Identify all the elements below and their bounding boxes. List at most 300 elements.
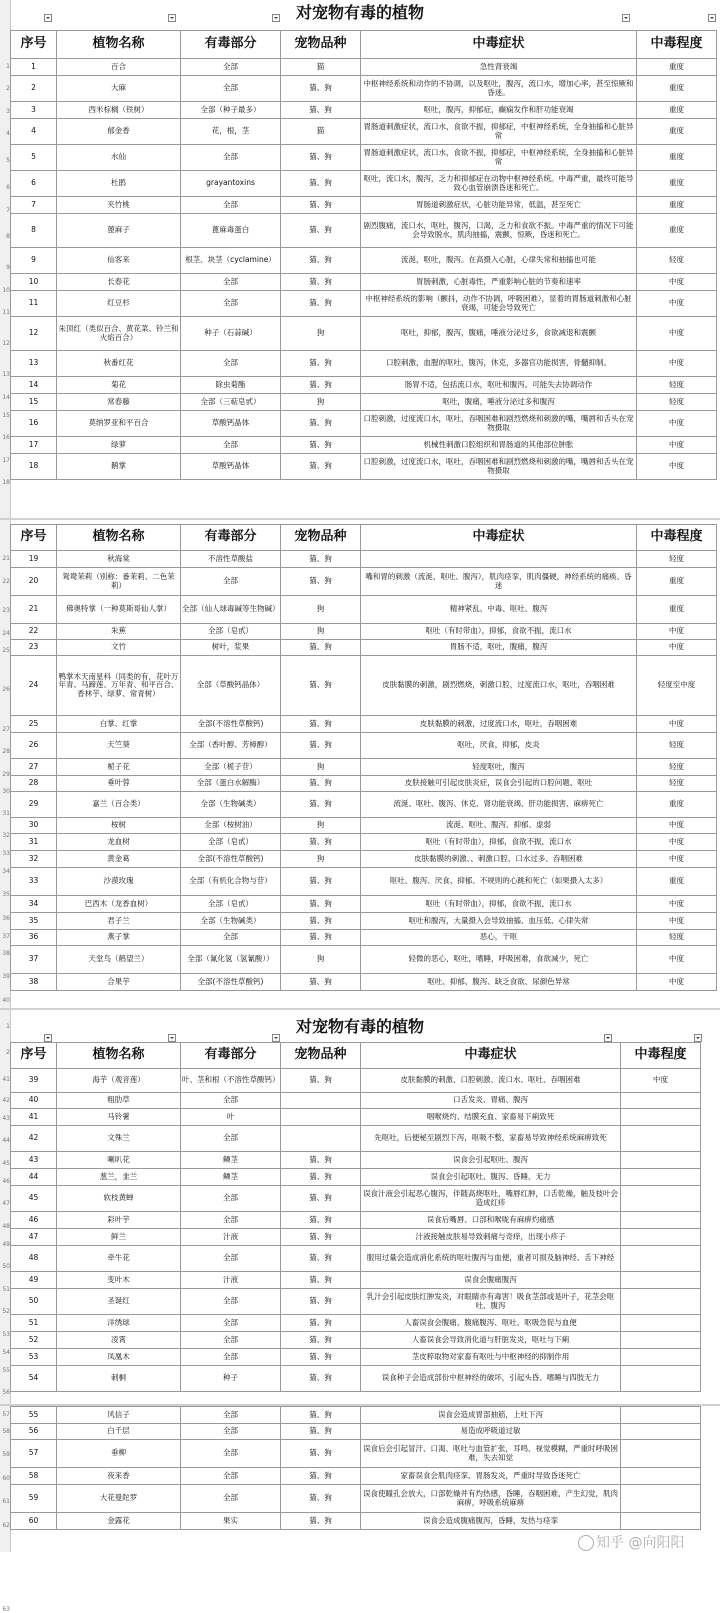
row-number[interactable]: 60 <box>2 1474 10 1482</box>
row-index-cell: 17 <box>11 437 57 454</box>
severity-cell: 中度 <box>637 351 717 377</box>
severity-cell: 轻度 <box>637 759 717 776</box>
pet-type-cell: 猫、狗 <box>281 733 361 759</box>
toxic-part-cell: 蓖麻毒蛋白 <box>181 214 281 248</box>
row-index-cell: 32 <box>11 851 57 868</box>
row-number[interactable]: 50 <box>2 1263 10 1270</box>
pet-type-cell: 猫、狗 <box>281 792 361 818</box>
column-header: 植物名称 <box>57 1043 181 1069</box>
toxic-part-cell: 汁液 <box>181 1272 281 1289</box>
row-number[interactable]: 13 <box>2 371 10 378</box>
table-row <box>11 1152 701 1169</box>
toxic-part-cell: 全部 <box>181 1246 281 1272</box>
severity-cell: 中度 <box>637 640 717 656</box>
pet-type-cell: 猫、狗 <box>281 656 361 716</box>
plant-name-cell: 栀子花 <box>57 759 181 776</box>
pet-type-cell: 狗 <box>281 317 361 351</box>
row-number[interactable]: 10 <box>2 286 10 294</box>
symptom-cell: 皮肤黏膜的刺激、、刺激口腔、口水过多、吞咽困难 <box>361 851 637 868</box>
pet-type-cell: 猫、狗 <box>281 776 361 792</box>
toxic-part-cell: 全部（栀子苷） <box>181 759 281 776</box>
row-number[interactable]: 36 <box>2 914 10 922</box>
row-number[interactable]: 16 <box>2 434 10 441</box>
pet-type-cell: 猫、狗 <box>281 1186 361 1212</box>
table-row <box>11 851 717 868</box>
row-number[interactable]: 27 <box>2 725 10 733</box>
row-number[interactable]: 14 <box>2 393 10 401</box>
row-number[interactable]: 24 <box>2 630 10 637</box>
toxic-part-cell: 鳞茎 <box>181 1169 281 1186</box>
plant-name-cell: 鸭掌木天南星科（同类的有，花叶万年青、马蹄莲、万年青、和平百合、香林芋、绿萝、常青树） <box>57 656 181 716</box>
header-row <box>11 525 717 551</box>
column-header: 中毒程度 <box>637 31 717 59</box>
table-row <box>11 1229 701 1246</box>
table-row <box>11 946 717 974</box>
symptom-cell: 呕吐、腹泻、厌食、抑郁、不规则的心跳和死亡（如果摄入太多） <box>361 868 637 896</box>
toxic-part-cell: 全部 <box>181 145 281 171</box>
row-number[interactable]: 57 <box>2 1410 10 1418</box>
pet-type-cell: 猫、狗 <box>281 896 361 913</box>
filter-dropdown-icon[interactable] <box>694 1034 702 1042</box>
toxic-part-cell: 全部(不溶性草酸钙) <box>181 716 281 733</box>
row-number[interactable]: 28 <box>2 748 10 755</box>
symptom-cell: 皮肤黏膜的刺激，过度流口水，呕吐，吞咽困难 <box>361 716 637 733</box>
row-number[interactable]: 38 <box>2 950 10 957</box>
toxic-part-cell: 全部 <box>181 1315 281 1332</box>
severity-cell: 轻度 <box>637 776 717 792</box>
row-number[interactable]: 48 <box>2 1222 10 1230</box>
column-header: 中毒症状 <box>361 31 637 59</box>
row-index-cell: 21 <box>11 596 57 624</box>
toxic-part-cell: 全部（香叶醇、芳樟醇） <box>181 733 281 759</box>
row-index-cell: 24 <box>11 656 57 716</box>
plant-name-cell: 葱兰，韭兰 <box>57 1169 181 1186</box>
filter-dropdown-icon[interactable] <box>44 14 52 22</box>
row-number[interactable]: 31 <box>2 810 10 817</box>
table-row <box>11 834 717 851</box>
plant-name-cell: 洋绣球 <box>57 1315 181 1332</box>
column-header: 中毒程度 <box>637 525 717 551</box>
table-row <box>11 868 717 896</box>
row-index-cell: 23 <box>11 640 57 656</box>
row-number[interactable]: 51 <box>2 1285 10 1293</box>
pet-type-cell: 猫、狗 <box>281 197 361 214</box>
row-number[interactable]: 34 <box>2 867 10 875</box>
symptom-cell: 胃肠不适，呕吐，腹痛，腹泻 <box>361 640 637 656</box>
row-number[interactable]: 41 <box>2 1076 10 1083</box>
plant-name-cell: 杜鹃 <box>57 171 181 197</box>
row-number[interactable]: 8 <box>6 233 10 240</box>
row-number[interactable]: 29 <box>2 770 10 778</box>
row-number[interactable]: 2 <box>6 1049 10 1056</box>
row-number[interactable]: 45 <box>2 1159 10 1167</box>
pet-type-cell: 猫、狗 <box>281 568 361 596</box>
severity-cell: 重度 <box>637 119 717 145</box>
row-number[interactable]: 37 <box>2 932 10 940</box>
table-row <box>11 411 717 437</box>
toxic-part-cell: 全部（仙人球毒碱等生物碱） <box>181 596 281 624</box>
header-row <box>11 1043 701 1069</box>
table-row <box>11 291 717 317</box>
row-number[interactable]: 2 <box>6 85 10 92</box>
symptom-cell: 中枢神经系统和动作的不协调，以及呕吐，腹泻，流口水，增加心率，甚至惊厥和昏迷。 <box>361 76 637 102</box>
severity-cell: 中度 <box>637 818 717 834</box>
severity-cell <box>621 1440 701 1468</box>
row-number[interactable]: 62 <box>2 1521 10 1529</box>
table-row <box>11 437 717 454</box>
row-index-cell: 46 <box>11 1212 57 1229</box>
filter-dropdown-icon[interactable] <box>708 14 716 22</box>
column-header: 有毒部分 <box>181 1043 281 1069</box>
row-index-cell: 54 <box>11 1366 57 1392</box>
row-number[interactable]: 12 <box>2 340 10 347</box>
table-row <box>11 1349 701 1366</box>
symptom-cell: 呕吐，流口水，腹泻，乏力和抑郁症在动物中枢神经系统。中毒严重，最终可能导致心血管崩溃昏迷和死亡。 <box>361 171 637 197</box>
pet-type-cell: 猫、狗 <box>281 102 361 119</box>
severity-cell: 重度 <box>637 197 717 214</box>
poison-plant-table <box>10 1042 701 1392</box>
plant-name-cell: 郁金香 <box>57 119 181 145</box>
watermark-text: 知乎 @向阳阳 <box>596 1535 685 1551</box>
row-number[interactable]: 3 <box>6 107 10 115</box>
table-row <box>11 1186 701 1212</box>
plant-name-cell: 佛奥特掌（一种莫斯哥仙人掌） <box>57 596 181 624</box>
plant-name-cell: 大花曼陀罗 <box>57 1485 181 1513</box>
filter-dropdown-icon[interactable] <box>168 1034 176 1042</box>
plant-name-cell: 西米棕榈（铁树） <box>57 102 181 119</box>
pet-type-cell: 狗 <box>281 946 361 974</box>
severity-cell: 中度 <box>637 454 717 480</box>
row-number[interactable]: 42 <box>2 1097 10 1104</box>
severity-cell: 中度 <box>637 896 717 913</box>
symptom-cell: 皮肤接触可引起皮肤炎症，误食会引起的口腔问题、呕吐 <box>361 776 637 792</box>
toxic-part-cell: 全部 <box>181 437 281 454</box>
row-index-cell: 8 <box>11 214 57 248</box>
severity-cell: 轻度 <box>637 377 717 394</box>
symptom-cell: 呕吐，腹痛，唾液分泌过多和腹泻 <box>361 394 637 411</box>
pet-type-cell: 猫、狗 <box>281 1152 361 1169</box>
column-header: 植物名称 <box>57 525 181 551</box>
table-row <box>11 551 717 568</box>
row-index-cell: 39 <box>11 1069 57 1093</box>
plant-name-cell: 秋番红花 <box>57 351 181 377</box>
severity-cell <box>621 1349 701 1366</box>
pet-type-cell: 猫、狗 <box>281 716 361 733</box>
pet-type-cell: 狗 <box>281 818 361 834</box>
row-number[interactable]: 1 <box>6 62 10 70</box>
row-index-cell: 57 <box>11 1440 57 1468</box>
row-number[interactable]: 52 <box>2 1308 10 1315</box>
symptom-cell: 咽喉烧灼、结膜充血、家畜易下痢致死 <box>361 1109 621 1126</box>
plant-name-cell: 文殊兰 <box>57 1126 181 1152</box>
row-number[interactable]: 11 <box>2 309 10 316</box>
row-index-cell: 60 <box>11 1513 57 1530</box>
row-number[interactable]: 22 <box>2 578 10 585</box>
pet-type-cell: 猫、狗 <box>281 913 361 930</box>
row-index-cell: 13 <box>11 351 57 377</box>
row-number[interactable]: 30 <box>2 788 10 795</box>
row-index-cell: 3 <box>11 102 57 119</box>
row-number[interactable]: 1 <box>6 1023 10 1030</box>
symptom-cell: 人畜误食会腹痛、腹痛腹泻、呕吐、呕吸急促与血便 <box>361 1315 621 1332</box>
severity-cell: 中度 <box>637 716 717 733</box>
row-index-cell: 2 <box>11 76 57 102</box>
spreadsheet-section-3 <box>0 1010 720 1404</box>
row-number[interactable]: 53 <box>2 1330 10 1338</box>
pet-type-cell: 猫、狗 <box>281 1229 361 1246</box>
toxic-part-cell: 全部（三萜皂甙） <box>181 394 281 411</box>
column-header: 宠物品种 <box>281 1043 361 1069</box>
symptom-cell: 呕吐和腹泻，大量摄入会导致抽搐、血压低、心律失常 <box>361 913 637 930</box>
row-index-cell: 28 <box>11 776 57 792</box>
row-number[interactable]: 33 <box>2 849 10 857</box>
row-number[interactable]: 54 <box>2 1348 10 1356</box>
row-index-cell: 47 <box>11 1229 57 1246</box>
plant-name-cell: 风信子 <box>57 1407 181 1424</box>
pet-type-cell <box>281 1109 361 1126</box>
row-number[interactable]: 6 <box>6 184 10 191</box>
filter-dropdown-icon[interactable] <box>622 14 630 22</box>
plant-name-cell: 圣诞红 <box>57 1289 181 1315</box>
table-row <box>11 1407 701 1424</box>
toxic-part-cell: 全部（桉树油） <box>181 818 281 834</box>
toxic-part-cell: 鳞茎 <box>181 1152 281 1169</box>
symptom-cell: 胃肠道刺激症状，流口水，食欲不振，抑郁症，中枢神经系统，全身抽搐和心脏异常 <box>361 119 637 145</box>
table-row <box>11 930 717 946</box>
severity-cell <box>621 1289 701 1315</box>
row-number[interactable]: 61 <box>2 1498 10 1505</box>
row-index-cell: 10 <box>11 274 57 291</box>
symptom-cell: 呕吐、抑郁、腹泻、缺乏食欲、尿颜色异常 <box>361 974 637 991</box>
row-number[interactable]: 26 <box>2 686 10 693</box>
table-row <box>11 76 717 102</box>
plant-name-cell: 夜来香 <box>57 1468 181 1485</box>
pet-type-cell: 猫、狗 <box>281 640 361 656</box>
pet-type-cell: 猫、狗 <box>281 974 361 991</box>
row-number[interactable]: 35 <box>2 891 10 898</box>
pet-type-cell: 猫、狗 <box>281 437 361 454</box>
symptom-cell: 服用过量会造成消化系统的呕吐腹泻与血便，重者可损及脑神经、舌下神经 <box>361 1246 621 1272</box>
row-index-cell: 6 <box>11 171 57 197</box>
row-number[interactable]: 17 <box>2 456 10 464</box>
toxic-part-cell: 全部 <box>181 1407 281 1424</box>
table-row <box>11 640 717 656</box>
filter-dropdown-icon[interactable] <box>44 1034 52 1042</box>
toxic-part-cell: 全部 <box>181 351 281 377</box>
table-row <box>11 1513 701 1530</box>
filter-dropdown-icon[interactable] <box>272 1034 280 1042</box>
plant-name-cell: 仙客来 <box>57 248 181 274</box>
toxic-part-cell: 全部 <box>181 1349 281 1366</box>
plant-name-cell: 桉树 <box>57 818 181 834</box>
toxic-part-cell: 全部（蛋白水解酶） <box>181 776 281 792</box>
column-header: 中毒症状 <box>361 1043 621 1069</box>
symptom-cell: 误食使瞳孔会放大，口部乾燥并有灼热感，昏睡，吞咽困难，产生幻觉，肌肉麻痹，呼吸系统麻痹 <box>361 1485 621 1513</box>
row-index-cell: 14 <box>11 377 57 394</box>
row-index-cell: 45 <box>11 1186 57 1212</box>
plant-name-cell: 合果芋 <box>57 974 181 991</box>
row-index-cell: 29 <box>11 792 57 818</box>
severity-cell: 中度 <box>621 1069 701 1093</box>
plant-name-cell: 百合 <box>57 59 181 76</box>
row-number[interactable]: 46 <box>2 1177 10 1185</box>
row-number[interactable]: 5 <box>6 157 10 164</box>
pet-type-cell: 猫、狗 <box>281 1513 361 1530</box>
severity-cell: 轻度 <box>637 551 717 568</box>
severity-cell <box>621 1485 701 1513</box>
row-number[interactable]: 9 <box>6 264 10 271</box>
severity-cell <box>621 1126 701 1152</box>
pet-type-cell: 猫、狗 <box>281 1407 361 1424</box>
row-number[interactable]: 49 <box>2 1240 10 1248</box>
table-row <box>11 197 717 214</box>
column-header: 序号 <box>11 1043 57 1069</box>
row-number[interactable]: 4 <box>6 130 10 137</box>
toxic-part-cell: 根茎、块茎（cyclamine） <box>181 248 281 274</box>
plant-name-cell: 垂柳 <box>57 1440 181 1468</box>
pet-type-cell: 狗 <box>281 851 361 868</box>
toxic-part-cell: 叶、茎和根（不溶性草酸钙） <box>181 1069 281 1093</box>
plant-name-cell: 凤凰木 <box>57 1349 181 1366</box>
row-index-cell: 1 <box>11 59 57 76</box>
severity-cell: 轻度 <box>637 733 717 759</box>
pet-type-cell: 猫、狗 <box>281 1468 361 1485</box>
row-number[interactable]: 47 <box>2 1200 10 1207</box>
pet-type-cell: 猫、狗 <box>281 76 361 102</box>
toxic-part-cell: 全部 <box>181 291 281 317</box>
row-number[interactable]: 25 <box>2 647 10 654</box>
row-index-cell: 49 <box>11 1272 57 1289</box>
row-number[interactable]: 59 <box>2 1451 10 1458</box>
pet-type-cell: 狗 <box>281 394 361 411</box>
row-index-cell: 12 <box>11 317 57 351</box>
symptom-cell: 误食会引起呕吐、腹泻、昏睡、无力 <box>361 1169 621 1186</box>
pet-type-cell: 猫、狗 <box>281 1289 361 1315</box>
severity-cell: 重度 <box>637 568 717 596</box>
symptom-cell: 皮肤黏膜的刺激、口腔刺激、流口水、呕吐、吞咽困难 <box>361 1069 621 1093</box>
pet-type-cell: 猫、狗 <box>281 551 361 568</box>
symptom-cell: 家畜误食会肌肉痉挛、胃肠发炎，严重时导致昏迷死亡 <box>361 1468 621 1485</box>
symptom-cell: 呕吐（有时带血），抑郁，食欲不振，流口水 <box>361 834 637 851</box>
filter-dropdown-icon[interactable] <box>604 1034 612 1042</box>
severity-cell <box>621 1332 701 1349</box>
row-number[interactable]: 21 <box>2 554 10 562</box>
plant-name-cell: 鲜兰 <box>57 1229 181 1246</box>
pet-type-cell: 猫、狗 <box>281 291 361 317</box>
symptom-cell: 误食后会引起冒汗、口渴、呕吐与血管扩张，耳鸣、视觉模糊，严重时呼吸困难，失去知觉 <box>361 1440 621 1468</box>
row-number[interactable]: 32 <box>2 832 10 839</box>
filter-dropdown-icon[interactable] <box>272 14 280 22</box>
row-index-cell: 25 <box>11 716 57 733</box>
table-row <box>11 818 717 834</box>
severity-cell: 重度 <box>637 868 717 896</box>
toxic-part-cell: 全部 <box>181 59 281 76</box>
plant-name-cell: 变叶木 <box>57 1272 181 1289</box>
pet-type-cell: 猫、狗 <box>281 454 361 480</box>
severity-cell: 重度 <box>637 76 717 102</box>
row-index-cell: 33 <box>11 868 57 896</box>
plant-name-cell: 垂叶蓉 <box>57 776 181 792</box>
pet-type-cell: 狗 <box>281 596 361 624</box>
pet-type-cell: 猫、狗 <box>281 1069 361 1093</box>
poison-plant-table <box>10 524 717 991</box>
plant-name-cell: 嘉兰（百合类） <box>57 792 181 818</box>
row-index-cell: 9 <box>11 248 57 274</box>
severity-cell: 重度 <box>637 214 717 248</box>
symptom-cell: 流涎、呕吐、腹泻、抑郁、虚弱 <box>361 818 637 834</box>
toxic-part-cell: 全部 <box>181 197 281 214</box>
severity-cell: 重度 <box>637 171 717 197</box>
pet-type-cell: 猫、狗 <box>281 248 361 274</box>
row-number[interactable]: 63 <box>2 1606 10 1613</box>
row-number[interactable]: 43 <box>2 1114 10 1122</box>
toxic-part-cell: 叶 <box>181 1109 281 1126</box>
plant-name-cell: 巴西木（龙香血树） <box>57 896 181 913</box>
plant-name-cell: 沙漠玫瑰 <box>57 868 181 896</box>
row-index-cell: 35 <box>11 913 57 930</box>
symptom-cell: 肠胃不适，包括流口水，呕吐和腹泻。可能失去协调动作 <box>361 377 637 394</box>
row-index-cell: 38 <box>11 974 57 991</box>
row-index-cell: 26 <box>11 733 57 759</box>
toxic-part-cell: 全部（氰化氢（氢氰酸）） <box>181 946 281 974</box>
table-row <box>11 656 717 716</box>
row-number[interactable]: 56 <box>2 1389 10 1396</box>
severity-cell: 中度 <box>637 317 717 351</box>
row-index-cell: 5 <box>11 145 57 171</box>
row-number[interactable]: 39 <box>2 973 10 980</box>
severity-cell <box>621 1407 701 1424</box>
plant-name-cell: 马铃薯 <box>57 1109 181 1126</box>
plant-name-cell: 莫纳罗亚和平百合 <box>57 411 181 437</box>
toxic-part-cell: 种子（石蒜碱） <box>181 317 281 351</box>
row-number[interactable]: 23 <box>2 607 10 614</box>
severity-cell <box>621 1424 701 1440</box>
plant-name-cell: 凌霄 <box>57 1332 181 1349</box>
column-header: 宠物品种 <box>281 525 361 551</box>
severity-cell <box>621 1513 701 1530</box>
filter-dropdown-icon[interactable] <box>168 14 176 22</box>
severity-cell <box>621 1315 701 1332</box>
plant-name-cell: 白千层 <box>57 1424 181 1440</box>
row-number[interactable]: 40 <box>2 996 10 1004</box>
row-number[interactable]: 44 <box>2 1137 10 1144</box>
symptom-cell: 恶心，干呕 <box>361 930 637 946</box>
table-row <box>11 171 717 197</box>
toxic-part-cell: 全部 <box>181 76 281 102</box>
toxic-part-cell: 种子 <box>181 1366 281 1392</box>
toxic-part-cell: grayantoxins <box>181 171 281 197</box>
row-number[interactable]: 58 <box>2 1428 10 1435</box>
table-row <box>11 1366 701 1392</box>
table-row <box>11 1424 701 1440</box>
severity-cell: 轻度至中度 <box>637 656 717 716</box>
row-number[interactable]: 15 <box>2 411 10 419</box>
symptom-cell: 先呕吐，后便秘至剧烈下泻，呕吸不整，家畜易导致神经系统麻痹致死 <box>361 1126 621 1152</box>
row-number[interactable]: 18 <box>2 479 10 486</box>
symptom-cell: 口舌发炎、胃痛、腹泻 <box>361 1093 621 1109</box>
toxic-part-cell: 全部 <box>181 930 281 946</box>
pet-type-cell: 猫、狗 <box>281 411 361 437</box>
row-number[interactable]: 7 <box>6 206 10 214</box>
plant-name-cell: 粗肋草 <box>57 1093 181 1109</box>
plant-name-cell: 龙血树 <box>57 834 181 851</box>
plant-name-cell: 朱顶红（类似百合、黄花菜、铃兰和火焰百合） <box>57 317 181 351</box>
poison-plant-table <box>10 1406 701 1530</box>
row-number[interactable]: 55 <box>2 1366 10 1374</box>
symptom-cell: 呕吐（有时带血），抑郁，食欲不振，流口水 <box>361 624 637 640</box>
plant-name-cell: 鸳鸯茉莉（别称：番茉莉、二色茉莉） <box>57 568 181 596</box>
table-row <box>11 733 717 759</box>
